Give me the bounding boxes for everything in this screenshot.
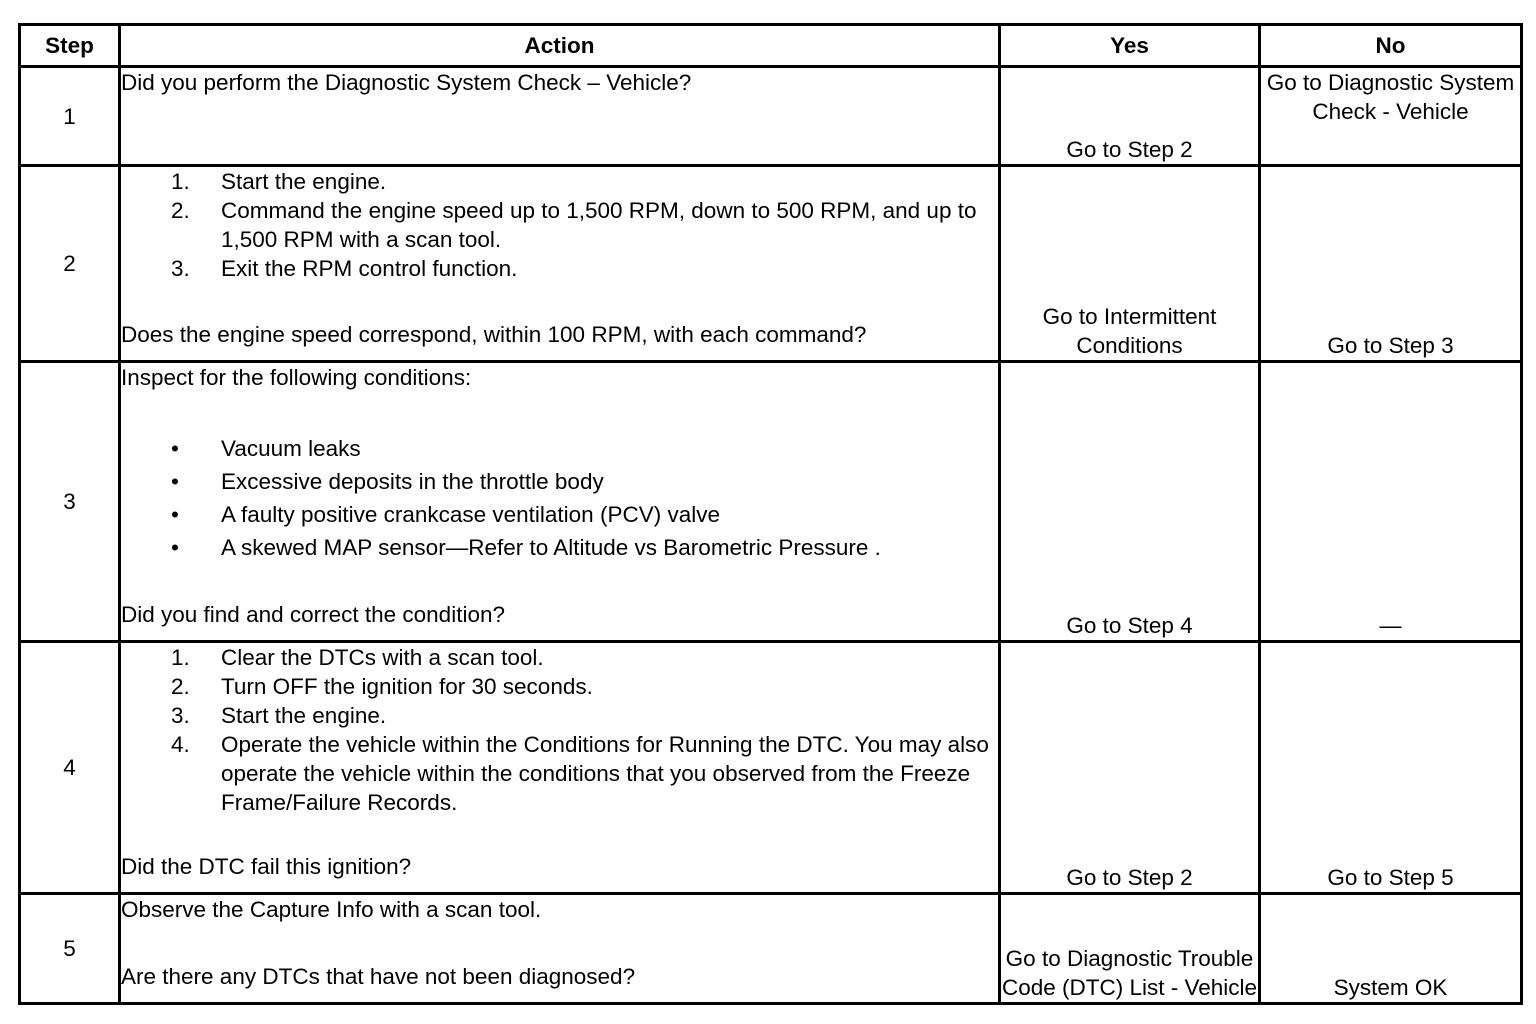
action-question: Did you perform the Diagnostic System Check – Vehicle? bbox=[121, 70, 692, 95]
numbered-list bbox=[121, 167, 998, 283]
step-number: 2 bbox=[20, 166, 120, 362]
bullet-list bbox=[121, 434, 998, 566]
list-item bbox=[121, 672, 998, 701]
header-action: Action bbox=[120, 25, 1000, 67]
list-number: 2. bbox=[171, 674, 190, 699]
table-row bbox=[20, 166, 1522, 362]
list-number: 1. bbox=[171, 645, 190, 670]
list-text: Operate the vehicle within the Conditions for Running the DTC. You may also operate the vehicle within the conditions that you observed from the Freeze Frame/Failure Records. bbox=[221, 732, 989, 815]
action-question: Are there any DTCs that have not been diagnosed? bbox=[121, 964, 636, 989]
yes-cell: Go to Diagnostic Trouble Code (DTC) List - Vehicle bbox=[1000, 894, 1260, 1004]
table-row bbox=[20, 642, 1522, 894]
action-intro: Observe the Capture Info with a scan tool. bbox=[121, 897, 542, 922]
yes-cell: Go to Step 4 bbox=[1000, 362, 1260, 642]
list-item bbox=[121, 500, 998, 533]
action-cell bbox=[120, 362, 1000, 642]
bullet-icon: • bbox=[171, 436, 179, 461]
list-text: Vacuum leaks bbox=[221, 436, 361, 461]
list-item bbox=[121, 701, 998, 730]
list-number: 4. bbox=[171, 732, 190, 757]
no-cell: — bbox=[1260, 362, 1522, 642]
list-item bbox=[121, 643, 998, 672]
list-text: Start the engine. bbox=[221, 703, 387, 728]
list-text: A skewed MAP sensor—Refer to Altitude vs Barometric Pressure . bbox=[221, 535, 881, 560]
list-item bbox=[121, 196, 998, 254]
list-item bbox=[121, 730, 998, 817]
table-row bbox=[20, 362, 1522, 642]
step-number: 4 bbox=[20, 642, 120, 894]
list-item bbox=[121, 467, 998, 500]
yes-cell: Go to Step 2 bbox=[1000, 67, 1260, 166]
step-number: 1 bbox=[20, 67, 120, 166]
list-text: Excessive deposits in the throttle body bbox=[221, 469, 604, 494]
diagnostic-table bbox=[18, 23, 1523, 1005]
action-cell bbox=[120, 67, 1000, 166]
action-cell bbox=[120, 166, 1000, 362]
action-question: Does the engine speed correspond, within 100 RPM, with each command? bbox=[121, 322, 867, 347]
list-text: Clear the DTCs with a scan tool. bbox=[221, 645, 544, 670]
yes-cell: Go to Step 2 bbox=[1000, 642, 1260, 894]
bullet-icon: • bbox=[171, 469, 179, 494]
header-step: Step bbox=[20, 25, 120, 67]
action-cell bbox=[120, 642, 1000, 894]
header-no: No bbox=[1260, 25, 1522, 67]
bullet-icon: • bbox=[171, 502, 179, 527]
numbered-list bbox=[121, 643, 998, 817]
list-number: 3. bbox=[171, 703, 190, 728]
list-number: 3. bbox=[171, 256, 190, 281]
list-number: 2. bbox=[171, 198, 190, 223]
action-question: Did you find and correct the condition? bbox=[121, 602, 505, 627]
no-cell: System OK bbox=[1260, 894, 1522, 1004]
header-yes: Yes bbox=[1000, 25, 1260, 67]
table-row bbox=[20, 894, 1522, 1004]
action-question: Did the DTC fail this ignition? bbox=[121, 854, 412, 879]
action-intro: Inspect for the following conditions: bbox=[121, 365, 472, 390]
no-cell: Go to Step 3 bbox=[1260, 166, 1522, 362]
no-cell: Go to Diagnostic System Check - Vehicle bbox=[1260, 67, 1522, 166]
header-row bbox=[20, 25, 1522, 67]
no-cell: Go to Step 5 bbox=[1260, 642, 1522, 894]
list-item bbox=[121, 533, 998, 566]
list-text: Start the engine. bbox=[221, 169, 387, 194]
list-text: A faulty positive crankcase ventilation (PCV) valve bbox=[221, 502, 720, 527]
list-number: 1. bbox=[171, 169, 190, 194]
yes-cell: Go to Intermittent Conditions bbox=[1000, 166, 1260, 362]
step-number: 5 bbox=[20, 894, 120, 1004]
list-text: Command the engine speed up to 1,500 RPM, down to 500 RPM, and up to 1,500 RPM with a scan tool. bbox=[221, 198, 977, 252]
bullet-icon: • bbox=[171, 535, 179, 560]
list-item bbox=[121, 254, 998, 283]
list-text: Exit the RPM control function. bbox=[221, 256, 518, 281]
action-cell bbox=[120, 894, 1000, 1004]
list-item bbox=[121, 167, 998, 196]
list-text: Turn OFF the ignition for 30 seconds. bbox=[221, 674, 593, 699]
list-item bbox=[121, 434, 998, 467]
table-row bbox=[20, 67, 1522, 166]
step-number: 3 bbox=[20, 362, 120, 642]
